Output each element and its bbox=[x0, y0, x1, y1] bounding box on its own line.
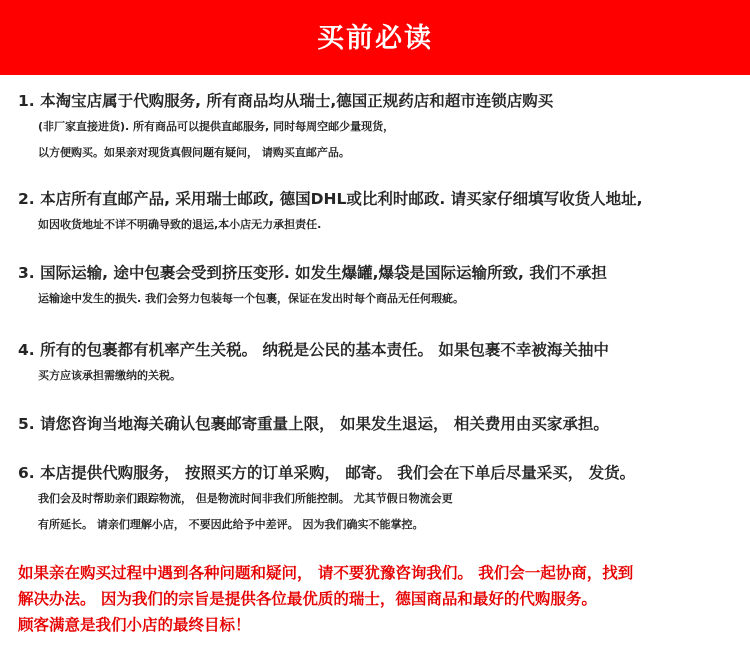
notice-line: 有所延长。 请亲们理解小店， 不要因此给予中差评。 因为我们确实不能掌控。 bbox=[38, 518, 424, 531]
header-banner bbox=[0, 0, 750, 75]
page-title: 买前必读 bbox=[317, 22, 433, 54]
notice-item-4 bbox=[18, 337, 738, 389]
closing-message bbox=[18, 560, 738, 638]
notice-text: 本店提供代购服务， 按照买方的订单采购， 邮寄。 我们会在下单后尽量采买， 发货。 bbox=[40, 464, 636, 482]
closing-line: 如果亲在购买过程中遇到各种问题和疑问， 请不要犹豫咨询我们。 我们会一起协商，找到 bbox=[18, 564, 634, 582]
notice-line bbox=[18, 460, 738, 486]
notice-item-1 bbox=[18, 88, 738, 166]
notice-item-3 bbox=[18, 260, 738, 312]
notice-line bbox=[18, 88, 738, 114]
notice-text: 国际运输, 途中包裹会受到挤压变形. 如发生爆罐,爆袋是国际运输所致, 我们不承担 bbox=[40, 264, 607, 282]
notice-line: 买方应该承担需缴纳的关税。 bbox=[38, 369, 181, 382]
notice-item-2 bbox=[18, 186, 738, 238]
notice-number: 3. bbox=[18, 264, 35, 282]
notice-item-6 bbox=[18, 460, 738, 538]
notice-text: 所有的包裹都有机率产生关税。 纳税是公民的基本责任。 如果包裹不幸被海关抽中 bbox=[40, 341, 609, 359]
closing-line: 解决办法。 因为我们的宗旨是提供各位最优质的瑞士，德国商品和最好的代购服务。 bbox=[18, 590, 597, 608]
notice-line bbox=[18, 411, 738, 437]
notice-line: 如因收货地址不详不明确导致的退运,本小店无力承担责任. bbox=[38, 218, 322, 231]
notice-number: 1. bbox=[18, 92, 35, 110]
notice-number: 4. bbox=[18, 341, 35, 359]
notice-item-5 bbox=[18, 411, 738, 437]
notice-text: 本淘宝店属于代购服务, 所有商品均从瑞士,德国正规药店和超市连锁店购买 bbox=[40, 92, 554, 110]
notice-text: 请您咨询当地海关确认包裹邮寄重量上限， 如果发生退运， 相关费用由买家承担。 bbox=[40, 415, 609, 433]
notice-text: 本店所有直邮产品, 采用瑞士邮政, 德国DHL或比利时邮政. 请买家仔细填写收货人地址, bbox=[40, 190, 643, 208]
notice-line bbox=[18, 186, 738, 212]
notice-line: 运输途中发生的损失. 我们会努力包装每一个包裹，保证在发出时每个商品无任何瑕疵。 bbox=[38, 292, 465, 305]
notice-line bbox=[18, 337, 738, 363]
notice-line bbox=[18, 260, 738, 286]
notice-line: (非厂家直接进货). 所有商品可以提供直邮服务, 同时每周空邮少量现货， bbox=[38, 120, 395, 133]
notice-line: 以方便购买。如果亲对现货真假问题有疑问， 请购买直邮产品。 bbox=[38, 146, 350, 159]
notice-number: 5. bbox=[18, 415, 35, 433]
notice-number: 2. bbox=[18, 190, 35, 208]
notice-number: 6. bbox=[18, 464, 35, 482]
notice-line: 我们会及时帮助亲们跟踪物流， 但是物流时间非我们所能控制。 尤其节假日物流会更 bbox=[38, 492, 453, 505]
closing-line: 顾客满意是我们小店的最终目标！ bbox=[18, 616, 251, 634]
